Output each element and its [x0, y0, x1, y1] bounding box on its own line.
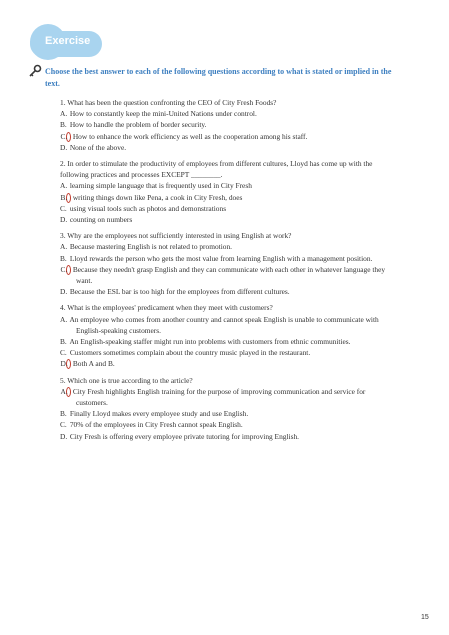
- option-text: Finally Lloyd makes every employee study and use English.: [68, 409, 249, 419]
- option-text: City Fresh highlights English training for the purpose of improving communication and service for customers.: [71, 386, 366, 408]
- option-b[interactable]: B. An English-speaking staffer might run into problems with customers from ethnic communities.: [60, 337, 351, 347]
- option-text: How to handle the problem of border security.: [68, 120, 207, 130]
- option-a[interactable]: A. An employee who comes from another country and cannot speak English is unable to communicate with English-speaking customers.: [60, 314, 379, 335]
- option-c[interactable]: C. Customers sometimes complain about the country music played in the restaurant.: [60, 348, 311, 358]
- question-stem: [60, 375, 390, 386]
- question-number: 3.: [60, 231, 68, 241]
- option-a[interactable]: A. How to constantly keep the mini-United Nations under control.: [60, 109, 257, 119]
- option-text: Both A and B.: [71, 359, 115, 369]
- question-text: What is the employees' predicament when they meet with customers?: [67, 303, 273, 313]
- question-stem: [60, 97, 390, 108]
- option-text: Because they needn't grasp English and they can communicate with each other in whatever language they want.: [71, 264, 386, 286]
- option-text: An English-speaking staffer might run into problems with customers from ethnic communities.: [68, 337, 351, 347]
- option-d[interactable]: [60, 358, 390, 369]
- option-c[interactable]: [60, 264, 390, 286]
- option-text: counting on numbers: [68, 215, 133, 225]
- question-5: [60, 375, 390, 442]
- option-text: using visual tools such as photos and demonstrations: [68, 203, 227, 213]
- question-text: Which one is true according to the article?: [67, 375, 193, 385]
- question-list: [60, 97, 390, 447]
- key-icon: [28, 64, 42, 78]
- option-d[interactable]: D. Because the ESL bar is too high for the employees from different cultures.: [60, 287, 290, 297]
- option-text: 70% of the employees in City Fresh cannot speak English.: [68, 420, 243, 430]
- circled-answer-letter: C.: [66, 132, 71, 142]
- option-b[interactable]: B. Finally Lloyd makes every employee study and use English.: [60, 409, 249, 419]
- option-b[interactable]: [60, 192, 390, 203]
- option-text: writing things down like Pena, a cook in City Fresh, does: [71, 192, 243, 202]
- question-text: Why are the employees not sufficiently interested in using English at work?: [67, 231, 292, 241]
- question-text: In order to stimulate the productivity of employees from different cultures, Lloyd has come up with the following practices and processes EXCEPT ________.: [60, 159, 373, 180]
- option-text: An employee who comes from another country and cannot speak English is unable to communicate with English-speaking customers.: [68, 314, 379, 335]
- question-3: [60, 230, 390, 297]
- circled-answer-letter: B.: [66, 193, 71, 203]
- option-text: How to constantly keep the mini-United Nations under control.: [68, 109, 257, 119]
- circled-answer-letter: D.: [66, 359, 71, 369]
- option-text: Customers sometimes complain about the country music played in the restaurant.: [68, 348, 311, 358]
- circled-answer-letter: C.: [66, 265, 71, 275]
- option-a[interactable]: A. learning simple language that is frequently used in City Fresh: [60, 181, 252, 191]
- option-d[interactable]: D. City Fresh is offering every employee private tutoring for improving English.: [60, 431, 299, 441]
- question-number: 2.: [60, 159, 68, 169]
- page-number: 15: [421, 614, 429, 621]
- option-a[interactable]: A. Because mastering English is not related to promotion.: [60, 242, 232, 252]
- instructions: Choose the best answer to each of the following questions according to what is stated or implied in the text.: [45, 67, 392, 88]
- question-number: 4.: [60, 303, 68, 313]
- question-stem: [60, 230, 390, 241]
- question-number: 1.: [60, 98, 68, 107]
- option-text: Because mastering English is not related to promotion.: [68, 242, 232, 252]
- option-c[interactable]: C. 70% of the employees in City Fresh cannot speak English.: [60, 420, 243, 430]
- option-text: Lloyd rewards the person who gets the most value from learning English with a management position.: [68, 253, 373, 263]
- question-stem: [60, 158, 390, 180]
- question-1: [60, 97, 390, 153]
- option-c[interactable]: C. using visual tools such as photos and demonstrations: [60, 203, 227, 213]
- question-number: 5.: [60, 375, 68, 385]
- question-text: What has been the question confronting the CEO of City Fresh Foods?: [67, 98, 277, 107]
- option-text: None of the above.: [68, 142, 127, 152]
- question-stem: [60, 302, 390, 313]
- circled-answer-letter: A.: [66, 387, 71, 397]
- question-2: [60, 158, 390, 225]
- option-text: City Fresh is offering every employee private tutoring for improving English.: [68, 431, 299, 441]
- option-b[interactable]: B. Lloyd rewards the person who gets the most value from learning English with a management position.: [60, 253, 373, 263]
- option-b[interactable]: B. How to handle the problem of border security.: [60, 120, 207, 130]
- option-d[interactable]: D. counting on numbers: [60, 215, 133, 225]
- option-d[interactable]: D. None of the above.: [60, 142, 127, 152]
- option-text: learning simple language that is frequently used in City Fresh: [68, 181, 252, 191]
- option-text: Because the ESL bar is too high for the employees from different cultures.: [68, 287, 290, 297]
- option-text: How to enhance the work efficiency as well as the cooperation among his staff.: [71, 131, 308, 141]
- option-c[interactable]: [60, 131, 390, 142]
- section-title: Exercise: [45, 35, 91, 47]
- question-4: [60, 302, 390, 369]
- option-a[interactable]: [60, 386, 390, 408]
